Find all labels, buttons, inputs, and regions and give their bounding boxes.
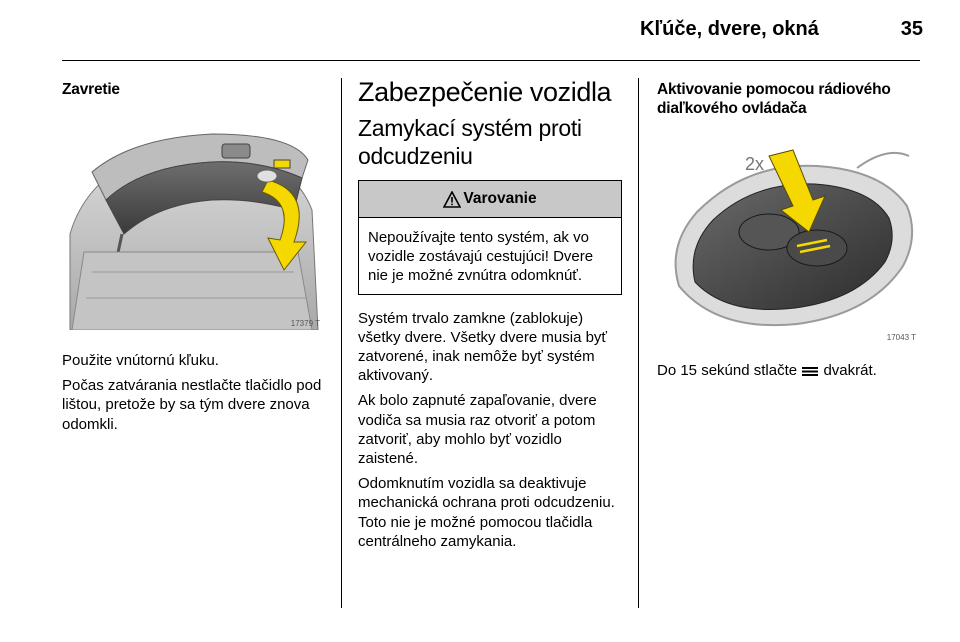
warning-triangle-icon [443,191,461,208]
middle-body [358,309,622,551]
warning-title: Varovanie [463,190,537,207]
figure-code: 17043 T [886,333,916,342]
column-divider-2 [638,78,639,608]
right-column [657,80,920,386]
instruction-text [657,361,920,380]
left-column [62,80,324,440]
tailgate-illustration [62,122,324,330]
warning-body [359,218,621,294]
middle-column [358,77,622,557]
warning-box [358,180,622,295]
figure-label-2x: 2x [745,154,765,174]
warning-text: Nepoužívajte tento systém, ak vo vozidle zostávajú cestujúci! Dvere nie je možné zvnútra odomknúť. [368,229,594,285]
remote-key-illustration [657,136,920,344]
page-number: 35 [900,18,923,40]
tailgate-image [62,122,324,330]
instruction-after: dvakrát. [823,362,877,379]
paragraph: Systém trvalo zamkne (zablokuje) všetky dvere. Všetky dvere musia byť zatvorené, inak nemôže byť systém aktivovaný. [358,309,608,385]
section-heading-remote: Aktivovanie pomocou rádiového diaľkového ovládača [657,81,891,117]
right-body [657,361,920,380]
instruction-before: Do 15 sekúnd stlačte [657,362,798,379]
remote-key-image [657,136,920,344]
section-heading-closing: Zavretie [62,81,120,98]
warning-header [359,181,621,218]
column-divider-1 [341,78,342,608]
paragraph: Počas zatvárania nestlačte tlačidlo pod lištou, pretože by sa tým dvere znova odomkli. [62,377,322,433]
paragraph: Odomknutím vozidla sa deaktivuje mechanická ochrana proti odcudzeniu. Toto nie je možné pomocou tlačidla centrálneho zamykania. [358,475,615,550]
paragraph: Ak bolo zapnuté zapaľovanie, dvere vodiča sa musia raz otvoriť a potom zatvoriť, aby mohlo byť vozidlo zaistené. [358,392,597,468]
left-body [62,351,324,434]
subsection-title: Zamykací systém proti odcudzeniu [358,115,582,169]
header-title: Kľúče, dvere, okná [640,18,819,40]
paragraph: Použite vnútornú kľuku. [62,352,219,369]
lock-button-icon [802,367,818,376]
figure-code: 17379 T [290,319,320,328]
chapter-title: Zabezpečenie vozidla [358,77,612,107]
header-rule [62,60,920,61]
